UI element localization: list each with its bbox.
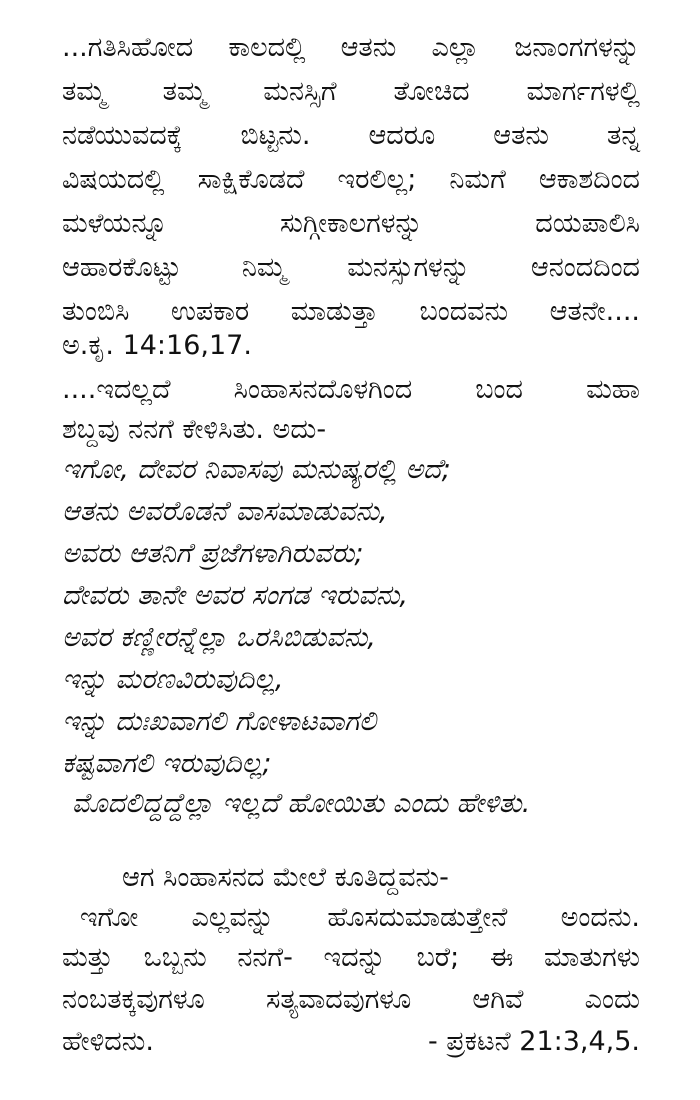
para3-reference: - ಪ್ರಕಟನೆ 21:3,4,5. — [427, 1026, 640, 1057]
para2-line-1: ....ಇದಲ್ಲದೆ ಸಿಂಹಾಸನದೊಳಗಿಂದ ಬಂದ ಮಹಾ — [62, 374, 640, 405]
para3-last-line — [62, 1022, 640, 1062]
para2-line-2: ಶಬ್ದವು ನನಗೆ ಕೇಳಿಸಿತು. ಅದು- — [62, 414, 327, 445]
para1-line-2: ತಮ್ಮ ತಮ್ಮ ಮನಸ್ಸಿಗೆ ತೋಚಿದ ಮಾರ್ಗಗಳಲ್ಲಿ — [62, 76, 640, 107]
poem-line-5: ಅವರ ಕಣ್ಣೀರನ್ನೆಲ್ಲಾ ಒರಸಿಬಿಡುವನು, — [62, 622, 376, 653]
para1-line-5: ಮಳೆಯನ್ನೂ ಸುಗ್ಗೀಕಾಲಗಳನ್ನು ದಯಪಾಲಿಸಿ — [62, 208, 640, 239]
para1-reference: ಅ.ಕೃ. 14:16,17. — [62, 330, 252, 361]
para3-last-line-text: ಹೇಳಿದನು. — [62, 1026, 154, 1057]
para1-line-7: ತುಂಬಿಸಿ ಉಪಕಾರ ಮಾಡುತ್ತಾ ಬಂದವನು ಆತನೇ.... — [62, 296, 640, 327]
poem-line-6: ಇನ್ನು ಮರಣವಿರುವುದಿಲ್ಲ, — [62, 664, 284, 695]
poem-line-4: ದೇವರು ತಾನೇ ಅವರ ಸಂಗಡ ಇರುವನು, — [62, 580, 408, 611]
poem-line-3: ಅವರು ಆತನಿಗೆ ಪ್ರಜೆಗಳಾಗಿರುವರು; — [62, 538, 364, 569]
para1-line-1: ...ಗತಿಸಿಹೋದ ಕಾಲದಲ್ಲಿ ಆತನು ಎಲ್ಲಾ ಜನಾಂಗಗಳನ್ನು — [62, 32, 640, 63]
poem-line-7: ಇನ್ನು ದುಃಖವಾಗಲಿ ಗೋಳಾಟವಾಗಲಿ — [62, 706, 377, 737]
para1-line-6: ಆಹಾರಕೊಟ್ಟು ನಿಮ್ಮ ಮನಸ್ಸುಗಳನ್ನು ಆನಂದದಿಂದ — [62, 252, 640, 283]
para3-line-2: ಇಗೋ ಎಲ್ಲವನ್ನು ಹೊಸದುಮಾಡುತ್ತೇನೆ ಅಂದನು. — [80, 902, 640, 933]
para3-line-3: ಮತ್ತು ಒಬ್ಬನು ನನಗೆ- ಇದನ್ನು ಬರೆ; ಈ ಮಾತುಗಳು — [62, 942, 640, 973]
para3-line-4: ನಂಬತಕ್ಕವುಗಳೂ ಸತ್ಯವಾದವುಗಳೂ ಆಗಿವೆ ಎಂದು — [62, 984, 640, 1015]
para1-line-3: ನಡೆಯುವದಕ್ಕೆ ಬಿಟ್ಟನು. ಆದರೂ ಆತನು ತನ್ನ — [62, 120, 640, 151]
poem-line-9: ಮೊದಲಿದ್ದದ್ದೆಲ್ಲಾ ಇಲ್ಲದೆ ಹೋಯಿತು ಎಂದು ಹೇಳಿತು. — [72, 788, 531, 819]
para3-line-1: ಆಗ ಸಿಂಹಾಸನದ ಮೇಲೆ ಕೂತಿದ್ದವನು- — [122, 862, 449, 893]
para1-line-4: ವಿಷಯದಲ್ಲಿ ಸಾಕ್ಷಿಕೊಡದೆ ಇರಲಿಲ್ಲ; ನಿಮಗೆ ಆಕಾಶದಿಂದ — [62, 164, 640, 195]
poem-line-8: ಕಷ್ಟವಾಗಲಿ ಇರುವುದಿಲ್ಲ; — [62, 748, 272, 779]
poem-line-2: ಆತನು ಅವರೊಡನೆ ವಾಸಮಾಡುವನು, — [62, 496, 388, 527]
poem-line-1: ಇಗೋ, ದೇವರ ನಿವಾಸವು ಮನುಷ್ಯರಲ್ಲಿ ಅದೆ; — [62, 454, 451, 485]
